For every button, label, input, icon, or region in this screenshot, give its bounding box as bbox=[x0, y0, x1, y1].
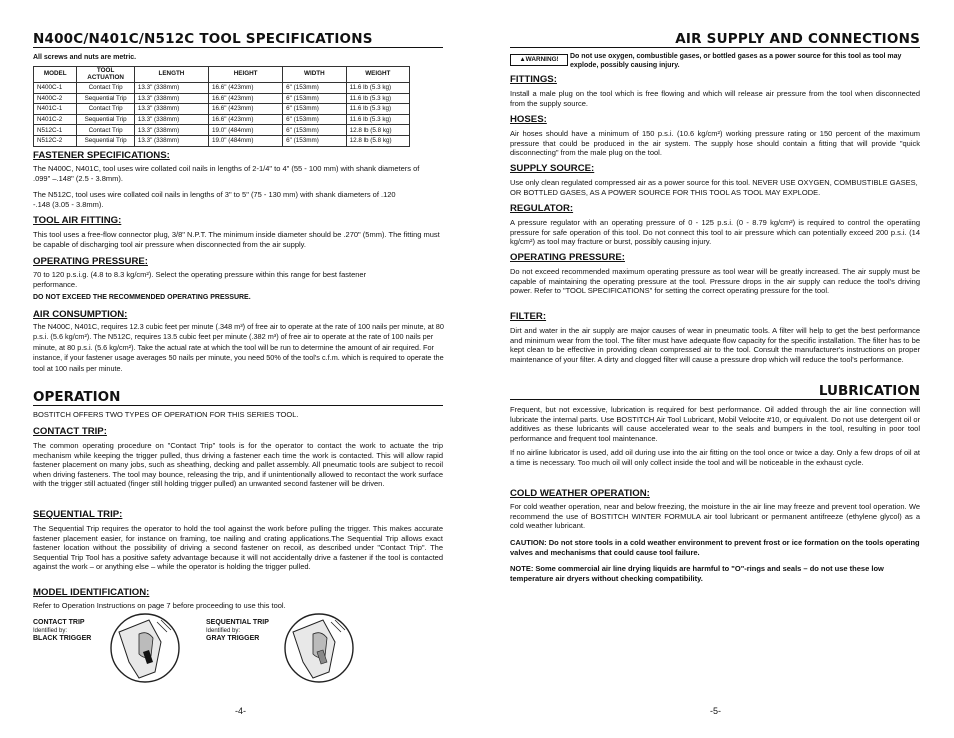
table-cell: 11.6 lb (5.3 kg) bbox=[346, 114, 409, 125]
lubrication-title-block bbox=[510, 383, 920, 400]
note-text: NOTE: Some commercial air line drying liquids are harmful to "O"-rings and seals – do not use these low temperature air dryers without checking compatibility. bbox=[510, 564, 884, 583]
table-header-row bbox=[34, 67, 410, 83]
hoses-heading: HOSES: bbox=[510, 114, 547, 125]
table-body bbox=[34, 83, 410, 147]
page-number-left: -4- bbox=[235, 706, 246, 716]
fitting-heading: TOOL AIR FITTING: bbox=[33, 215, 122, 226]
caution-text: CAUTION: Do not store tools in a cold weather environment to prevent frost or ice formation on the tools operating valves and mechanisms that could cause tool failure. bbox=[510, 538, 920, 557]
table-cell: 13.3" (338mm) bbox=[134, 104, 208, 115]
table-cell: 13.3" (338mm) bbox=[134, 114, 208, 125]
table-row bbox=[34, 114, 410, 125]
table-cell: Sequential Trip bbox=[77, 93, 134, 104]
model-text: Refer to Operation Instructions on page 7 before proceeding to use this tool. bbox=[33, 601, 286, 610]
fastener-heading: FASTENER SPECIFICATIONS: bbox=[33, 150, 170, 161]
model-heading: MODEL IDENTIFICATION: bbox=[33, 587, 150, 598]
consumption-text: The N400C, N401C, requires 12.3 cubic feet per minute (.348 m³) of free air to operate at the rate of 100 nails per minute, at 80 p.s.i. (5.6 kg/cm²). The N512C, requires 13.5 cubic feet per minute (.382 m³) of free air to operate at the rate of 100 nails per minute, at 80 p.s.i. (5.6 kg/cm²). Take the actual rate at which the tool will be run to determine the amount of air required. For instance, if your fastener usage averages 50 nails per minute, you need 50% of the tool's c.f.m. which is required to operate the tool at 100 nails per minute. bbox=[33, 322, 444, 373]
table-cell: N512C-1 bbox=[34, 125, 77, 136]
contact-trip-label: CONTACT TRIP bbox=[33, 619, 85, 626]
table-cell: Contact Trip bbox=[77, 104, 134, 115]
air-supply-title: AIR SUPPLY AND CONNECTIONS bbox=[675, 31, 920, 47]
table-cell: N401C-2 bbox=[34, 114, 77, 125]
hoses-text: Air hoses should have a minimum of 150 p.s.i. (10.6 kg/cm²) working pressure rating or 150 percent of the maximum pressure that could be produced in the air system. The supply hose should contain a fitting that will provide "quick disconnecting" from the male plug on the tool. bbox=[510, 129, 920, 158]
pressure-heading: OPERATING PRESSURE: bbox=[33, 256, 148, 267]
warning-block bbox=[510, 52, 920, 74]
table-cell: 13.3" (338mm) bbox=[134, 135, 208, 146]
table-header-cell: WIDTH bbox=[283, 67, 346, 83]
consumption-heading: AIR CONSUMPTION: bbox=[33, 309, 128, 320]
table-cell: 12.8 lb (5.8 kg) bbox=[346, 135, 409, 146]
spec-table bbox=[33, 66, 410, 147]
fittings-text: Install a male plug on the tool which is free flowing and which will release air pressure from the tool when disconnected from the supply source. bbox=[510, 89, 920, 108]
table-cell: 11.6 lb (5.3 kg) bbox=[346, 83, 409, 94]
filter-heading: FILTER: bbox=[510, 311, 547, 322]
table-cell: 16.6" (423mm) bbox=[209, 93, 283, 104]
table-cell: Sequential Trip bbox=[77, 135, 134, 146]
warning-badge bbox=[510, 54, 568, 66]
sequential-trip-id bbox=[206, 619, 269, 643]
operation-title-block bbox=[33, 389, 443, 406]
page-number-right: -5- bbox=[710, 706, 721, 716]
table-cell: 6" (153mm) bbox=[283, 104, 346, 115]
sequential-heading: SEQUENTIAL TRIP: bbox=[33, 509, 123, 520]
table-cell: 19.0" (484mm) bbox=[209, 125, 283, 136]
table-cell: 16.6" (423mm) bbox=[209, 83, 283, 94]
table-cell: 19.0" (484mm) bbox=[209, 135, 283, 146]
pressure-text: 70 to 120 p.s.i.g. (4.8 to 8.3 kg/cm²). Select the operating pressure within this range for best fastener performance. bbox=[33, 270, 367, 289]
table-row bbox=[34, 135, 410, 146]
black-trigger-illustration bbox=[109, 612, 181, 684]
supply-heading: SUPPLY SOURCE: bbox=[510, 163, 595, 174]
supply-text: Use only clean regulated compressed air as a power source for this tool. NEVER USE OXYGEN, COMBUSTIBLE GASES, OR BOTTLED GASES, AS A POWER SOURCE FOR THIS TOOL AS TOOL MAY EXPLODE. bbox=[510, 178, 918, 197]
table-row bbox=[34, 83, 410, 94]
lubrication-text-1: Frequent, but not excessive, lubrication is required for best performance. Oil added through the air line connection will lubricate the internal parts. Use BOSTITCH Air Tool Lubricant, Mobil Velocite #10, or equivalent. Do not use detergent oil or additives as these lubricants will cause accelerated wear to the seals and bumpers in the tool, resulting in poor tool performance and frequent tool maintenance. bbox=[510, 405, 920, 443]
gray-trigger-illustration bbox=[283, 612, 355, 684]
table-row bbox=[34, 125, 410, 136]
table-header-cell: WEIGHT bbox=[346, 67, 409, 83]
table-cell: N400C-1 bbox=[34, 83, 77, 94]
table-cell: 16.6" (423mm) bbox=[209, 114, 283, 125]
contact-heading: CONTACT TRIP: bbox=[33, 426, 107, 437]
op-pressure-text: Do not exceed recommended maximum operating pressure as tool wear will be greatly increased. The air supply must be capable of maintaining the operating pressure at the tool. Pressure drops in the air supply can reduce the tool's driving power. Refer to "TOOL SPECIFICATIONS" for setting the correct operating pressure for the tool. bbox=[510, 267, 920, 296]
pressure-warning: DO NOT EXCEED THE RECOMMENDED OPERATING PRESSURE. bbox=[33, 294, 251, 301]
operation-title: OPERATION bbox=[33, 389, 121, 405]
table-header-cell: LENGTH bbox=[134, 67, 208, 83]
warning-text: Do not use oxygen, combustible gases, or bottled gases as a power source for this tool as tool may explode, possibly causing injury. bbox=[570, 53, 902, 69]
fitting-text: This tool uses a free-flow connector plug, 3/8" N.P.T. The minimum inside diameter should be .270" (5mm). The fitting must be capable of discharging tool air pressure when disconnected from the air supply. bbox=[33, 230, 440, 249]
table-cell: N401C-1 bbox=[34, 104, 77, 115]
cold-heading: COLD WEATHER OPERATION: bbox=[510, 488, 650, 499]
air-supply-title-block bbox=[510, 31, 920, 48]
table-cell: 11.6 lb (5.3 kg) bbox=[346, 93, 409, 104]
table-cell: N512C-2 bbox=[34, 135, 77, 146]
table-cell: 16.6" (423mm) bbox=[209, 104, 283, 115]
page-title: N400C/N401C/N512C TOOL SPECIFICATIONS bbox=[33, 31, 373, 47]
table-row bbox=[34, 93, 410, 104]
regulator-heading: REGULATOR: bbox=[510, 203, 574, 214]
regulator-text: A pressure regulator with an operating pressure of 0 - 125 p.s.i. (0 - 8.79 kg/cm²) is required to control the operatiing pressure for safe operation of this tool. Do not connect this tool to air pressure which can potentially exceed 200 p.s.i. (14 kg/cm²) as tool may fracture or burst, possibly causing injury. bbox=[510, 218, 920, 247]
table-header-cell: MODEL bbox=[34, 67, 77, 83]
table-cell: 6" (153mm) bbox=[283, 83, 346, 94]
fastener-text-1: The N400C, N401C, tool uses wire collated coil nails in lengths of 2-1/4" to 4" (55 - 100 mm) with shank diameters of .099" –.148" (2.5 - 3.8mm). bbox=[33, 164, 420, 183]
gray-trigger-label: GRAY TRIGGER bbox=[206, 635, 260, 642]
contact-trip-id bbox=[33, 619, 91, 643]
table-cell: 6" (153mm) bbox=[283, 135, 346, 146]
filter-text: Dirt and water in the air supply are major causes of wear in pneumatic tools. A filter will help to get the best performance and minimum wear from the tool. The filter must have adequate flow capacity for the specific installation. The filter has to be kept clean to be effective in providing clean compressed air to the tool. Consult the manufacturer's instructions on proper maintenance of your filter. A dirty and clogged filter will cause a pressure drop which will reduce the tool's performance. bbox=[510, 326, 920, 364]
table-cell: Contact Trip bbox=[77, 83, 134, 94]
table-header-cell: TOOL ACTUATION bbox=[77, 67, 134, 83]
sequential-identified-by: Identified by: bbox=[206, 628, 241, 634]
warning-label: WARNING! bbox=[525, 56, 559, 63]
table-cell: 6" (153mm) bbox=[283, 114, 346, 125]
title-block bbox=[33, 31, 443, 48]
black-trigger-label: BLACK TRIGGER bbox=[33, 635, 92, 642]
sequential-trip-label: SEQUENTIAL TRIP bbox=[206, 619, 269, 626]
table-header-cell: HEIGHT bbox=[209, 67, 283, 83]
op-pressure-heading: OPERATING PRESSURE: bbox=[510, 252, 625, 263]
warning-triangle-icon: ▲ bbox=[519, 56, 526, 63]
lubrication-text-2: If no airline lubricator is used, add oil during use into the air fitting on the tool once or twice a day. Only a few drops of oil at a time is necessary. Too much oil will only collect inside the tool and will be noticeable in the exhaust cycle. bbox=[510, 448, 920, 467]
metric-note: All screws and nuts are metric. bbox=[33, 54, 137, 61]
table-cell: 13.3" (338mm) bbox=[134, 93, 208, 104]
contact-identified-by: Identified by: bbox=[33, 628, 68, 634]
lubrication-title: LUBRICATION bbox=[818, 383, 920, 399]
cold-text: For cold weather operation, near and below freezing, the moisture in the air line may freeze and prevent tool operation. We recommend the use of BOSTITCH WINTER FORMULA air tool lubricant or permanent antifreeze (ethylene glycol) as a cold weather lubricant. bbox=[510, 502, 920, 531]
table-cell: 13.3" (338mm) bbox=[134, 83, 208, 94]
table-cell: 13.3" (338mm) bbox=[134, 125, 208, 136]
table-cell: 11.6 lb (5.3 kg) bbox=[346, 104, 409, 115]
table-cell: 6" (153mm) bbox=[283, 93, 346, 104]
table-cell: 12.8 lb (5.8 kg) bbox=[346, 125, 409, 136]
table-row bbox=[34, 104, 410, 115]
fittings-heading: FITTINGS: bbox=[510, 74, 557, 85]
fastener-text-2: The N512C, tool uses wire collated coil nails in lengths of 3" to 5" (75 - 130 mm) with shank diameters of .120 -.148 (3.05 - 3.8mm). bbox=[33, 190, 396, 209]
contact-text: The common operating procedure on "Contact Trip" tools is for the operator to contact the work to actuate the trip mechanism while keeping the trigger pulled, thus driving a fastener each time the work is contacted. This will allow rapid fastener placement on many jobs, such as sheathing, decking and pallet assembly. All pneumatic tools are subject to recoil when driving fasteners. The tool may bounce, releasing the trip, and if unintentionally allowed to recontact the work surface with the trigger still actuated (finger still holding trigger pulled) an unwanted second fastener will be driven. bbox=[33, 441, 443, 489]
sequential-text: The Sequential Trip requires the operator to hold the tool against the work before pulling the trigger. This makes accurate fastener placement easier, for instance on framing, toe nailing and crating applications.The Sequential Trip allows exact fastener location without the possibility of driving a second fastener on recoil, as described under "Contact Trip". The Sequential Trip Tool has a positive safety advantage because it will not accidentally drive a fastener if the tool is contacted against the work – or anything else – while the operator is holding the trigger pulled. bbox=[33, 524, 443, 572]
table-cell: 6" (153mm) bbox=[283, 125, 346, 136]
table-cell: Contact Trip bbox=[77, 125, 134, 136]
table-cell: Sequential Trip bbox=[77, 114, 134, 125]
table-cell: N400C-2 bbox=[34, 93, 77, 104]
operation-intro: BOSTITCH OFFERS TWO TYPES OF OPERATION FOR THIS SERIES TOOL. bbox=[33, 410, 299, 419]
